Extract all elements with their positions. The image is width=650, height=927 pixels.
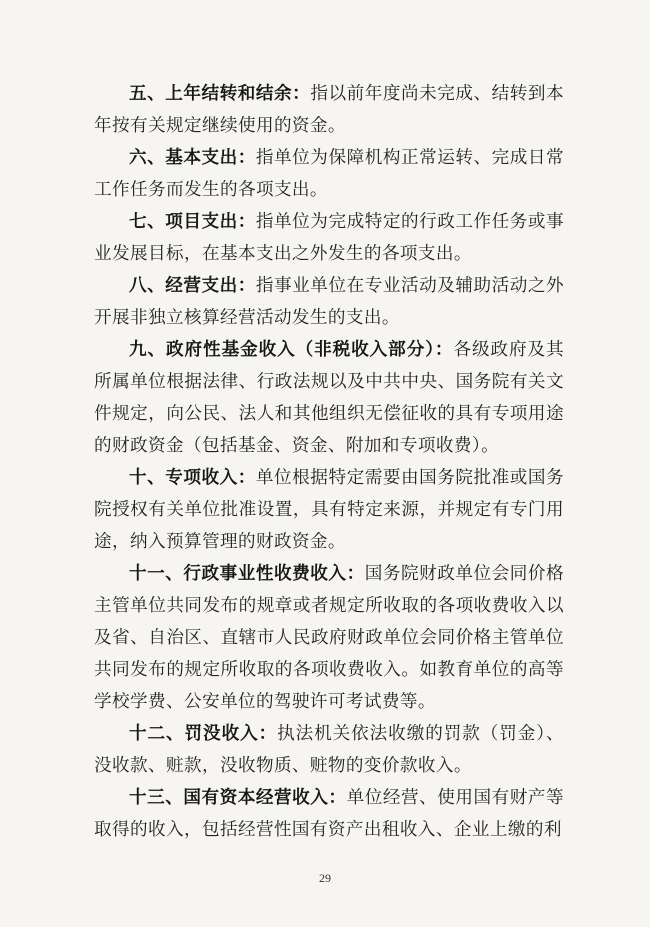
paragraph-heading: 十二、罚没收入： — [129, 723, 278, 744]
paragraph-text: 单位根据特定需要由国务院批准或国务院授权有关单位批准设置，具有特定来源，并规定有专门用途，纳入预算管理的财政资金。 — [94, 468, 564, 552]
paragraph-text: 国务院财政单位会同价格主管单位共同发布的规章或者规定所收取的各项收费收入以及省、自治区、直辖市人民政府财政单位会同价格主管单位共同发布的规定所收取的各项收费收入。如教育单位的高等学校学费、公安单位的驾驶许可考试费等。 — [94, 564, 565, 712]
paragraph-heading: 八、经营支出： — [129, 275, 256, 296]
paragraph-heading: 十一、行政事业性收费收入： — [129, 563, 365, 584]
paragraph-heading: 五、上年结转和结余： — [129, 83, 311, 104]
paragraph-text: 指单位为保障机构正常运转、完成日常工作任务而发生的各项支出。 — [94, 148, 564, 200]
paragraph-heading: 九、政府性基金收入（非税收入部分）： — [129, 339, 454, 360]
paragraph-text: 单位经营、使用国有财产等取得的收入，包括经营性国有资产出租收入、企业上缴的利 — [94, 788, 564, 840]
paragraph-heading: 六、基本支出： — [129, 147, 256, 168]
paragraph-text: 指单位为完成特定的行政工作任务或事业发展目标，在基本支出之外发生的各项支出。 — [94, 212, 564, 264]
paragraph-heading: 七、项目支出： — [129, 211, 256, 232]
paragraph-heading: 十、专项收入： — [129, 467, 256, 488]
paragraph-12 — [94, 718, 564, 782]
paragraph-text: 指事业单位在专业活动及辅助活动之外开展非独立核算经营活动发生的支出。 — [94, 276, 564, 328]
paragraph-9 — [94, 334, 564, 462]
paragraph-heading: 十三、国有资本经营收入： — [129, 787, 347, 808]
paragraph-text: 各级政府及其所属单位根据法律、行政法规以及中共中央、国务院有关文件规定，向公民、法人和其他组织无偿征收的具有专项用途的财政资金（包括基金、资金、附加和专项收费）。 — [94, 340, 564, 456]
paragraph-11 — [94, 558, 564, 718]
page-number: 29 — [319, 871, 331, 885]
paragraph-10 — [94, 462, 564, 558]
paragraph-6 — [94, 142, 564, 206]
paragraph-5 — [94, 78, 564, 142]
paragraph-8 — [94, 270, 564, 334]
paragraph-7 — [94, 206, 564, 270]
paragraph-13 — [94, 782, 564, 846]
paragraph-text: 执法机关依法收缴的罚款（罚金）、没收款、赃款，没收物质、赃物的变价款收入。 — [94, 724, 564, 776]
document-body — [94, 78, 564, 846]
paragraph-text: 指以前年度尚未完成、结转到本年按有关规定继续使用的资金。 — [94, 84, 564, 136]
